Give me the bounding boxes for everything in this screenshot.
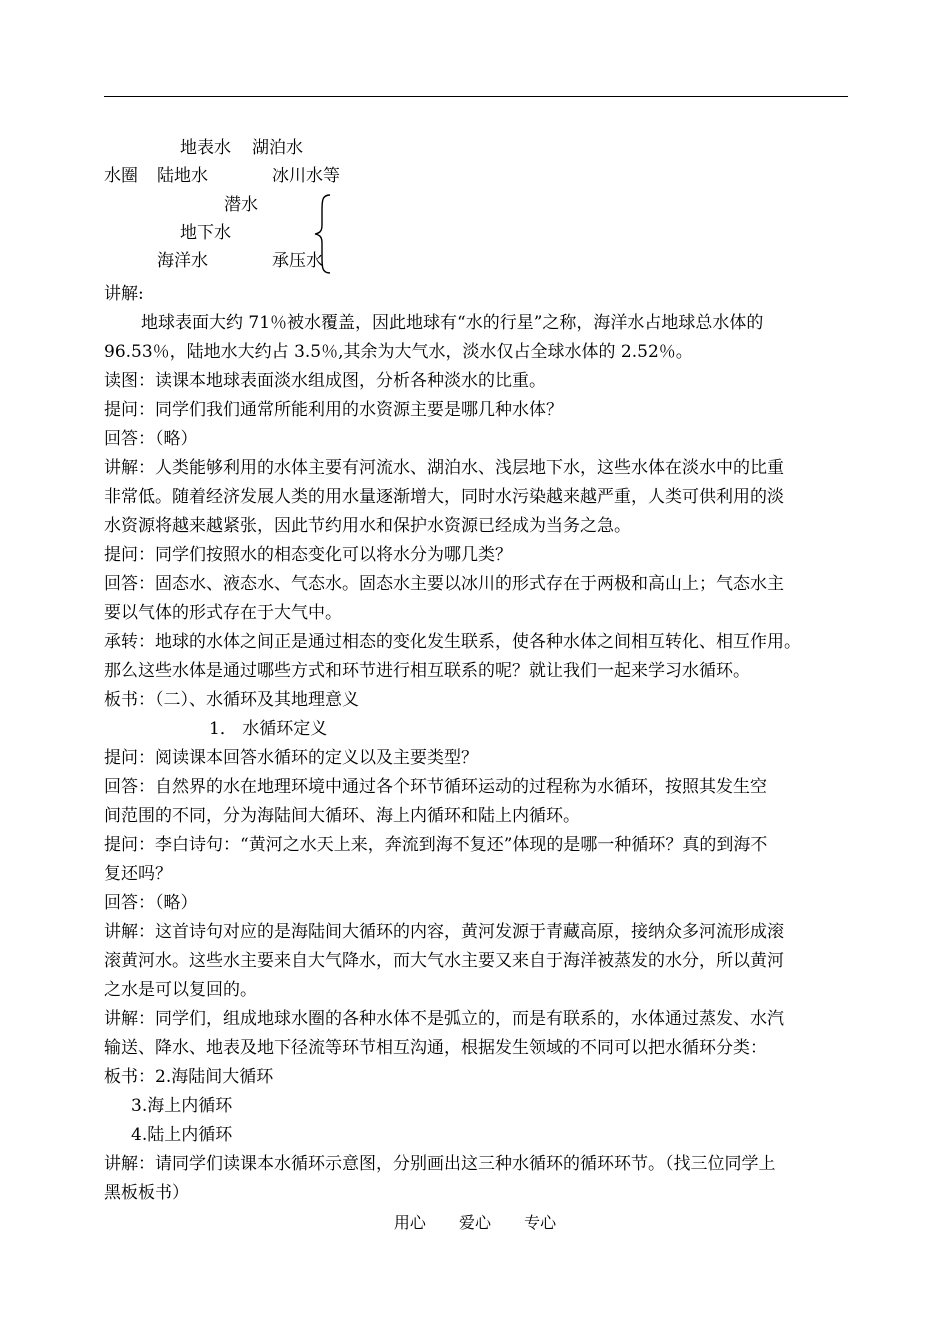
text-line: 滚黄河水。这些水主要来自大气降水，而大气水主要又来自于海洋被蒸发的水分，所以黄河 [104,951,784,971]
text-line: 间范围的不同，分为海陆间大循环、海上内循环和陆上内循环。 [104,806,580,826]
text-line: 4.陆上内循环 [131,1125,233,1145]
diagram-lake-water: 湖泊水 [252,138,303,158]
diagram-surface-water: 地表水 [180,138,231,158]
text-line: 提问：阅读课本回答水循环的定义以及主要类型？ [104,748,478,768]
text-line: 1． 水循环定义 [209,719,328,739]
header-rule [104,96,848,97]
text-line: 提问：同学们按照水的相态变化可以将水分为哪几类？ [104,545,512,565]
text-line: 复还吗？ [104,864,172,884]
text-line: 回答：（略） [104,429,198,449]
text-line: 输送、降水、地表及地下径流等环节相互沟通，根据发生领域的不同可以把水循环分类： [104,1038,767,1058]
text-line: 黑板板书） [104,1183,189,1203]
text-line: 讲解：这首诗句对应的是海陆间大循环的内容，黄河发源于青藏高原，接纳众多河流形成滚 [104,922,784,942]
diagram-root: 水圈 [104,166,138,186]
text-line: 非常低。随着经济发展人类的用水量逐渐增大，同时水污染越来越严重，人类可供利用的淡 [104,487,784,507]
text-line: 板书：2.海陆间大循环 [104,1067,274,1087]
diagram-ocean-water: 海洋水 [157,251,208,271]
diagram-phreatic-water: 潜水 [224,195,258,215]
text-line: 地球表面大约 71％被水覆盖，因此地球有“水的行星”之称，海洋水占地球总水体的 [141,313,764,333]
text-line: 讲解：请同学们读课本水循环示意图，分别画出这三种水循环的循环环节。（找三位同学上 [104,1154,776,1174]
footer-word: 专心 [524,1213,557,1232]
text-line: 板书：（二）、水循环及其地理意义 [104,690,359,710]
text-line: 讲解: [104,284,144,304]
text-line: 要以气体的形式存在于大气中。 [104,603,342,623]
text-line: 回答：（略） [104,893,198,913]
text-line: 之水是可以复回的。 [104,980,257,1000]
text-line: 讲解：人类能够利用的水体主要有河流水、湖泊水、浅层地下水，这些水体在淡水中的比重 [104,458,784,478]
text-line: 那么这些水体是通过哪些方式和环节进行相互联系的呢？就让我们一起来学习水循环。 [104,661,750,681]
diagram-confined-water: 承压水 [272,251,323,271]
text-line: 水资源将越来越紧张，因此节约用水和保护水资源已经成为当务之急。 [104,516,631,536]
lesson-text [104,280,864,1208]
text-line: 96.53％，陆地水大约占 3.5％,其余为大气水，淡水仅占全球水体的 2.52％。 [104,342,693,362]
footer-word: 用心 [393,1213,426,1232]
page-footer [0,1213,950,1233]
text-line: 回答：固态水、液态水、气态水。固态水主要以冰川的形式存在于两极和高山上；气态水主 [104,574,784,594]
text-line: 回答：自然界的水在地理环境中通过各个环节循环运动的过程称为水循环，按照其发生空 [104,777,767,797]
footer-word: 爱心 [458,1213,491,1232]
text-line: 提问：李白诗句：“黄河之水天上来，奔流到海不复还”体现的是哪一种循环？真的到海不 [104,835,768,855]
text-line: 3.海上内循环 [131,1096,233,1116]
diagram-land-water: 陆地水 [157,166,208,186]
diagram-groundwater: 地下水 [180,223,231,243]
text-line: 讲解：同学们，组成地球水圈的各种水体不是弧立的，而是有联系的，水体通过蒸发、水汽 [104,1009,784,1029]
text-line: 承转：地球的水体之间正是通过相态的变化发生联系，使各种水体之间相互转化、相互作用。 [104,632,801,652]
curly-brace-icon [312,193,334,275]
text-line: 提问：同学们我们通常所能利用的水资源主要是哪几种水体？ [104,400,563,420]
diagram-glacier-water: 冰川水等 [272,166,340,186]
text-line: 读图：读课本地球表面淡水组成图，分析各种淡水的比重。 [104,371,546,391]
